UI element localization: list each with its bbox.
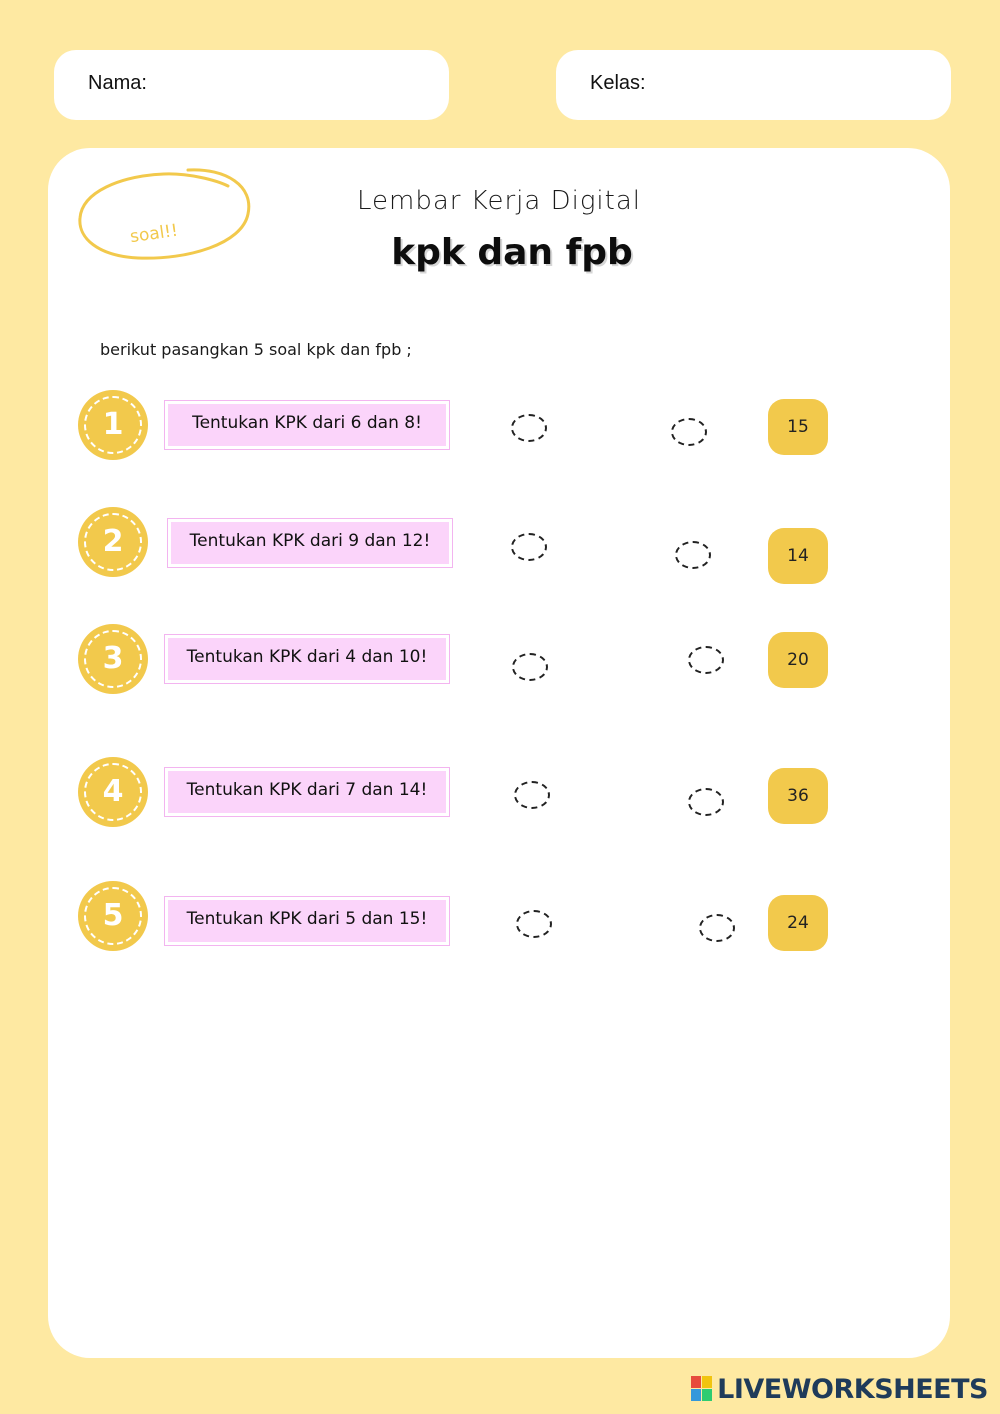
answer-option-4: 36 — [768, 768, 828, 824]
question-card-4 — [164, 767, 450, 817]
question-number-badge — [78, 624, 148, 694]
worksheet-title: kpk dan fpb — [391, 232, 633, 273]
question-card-1 — [164, 400, 450, 450]
class-label: Kelas: — [590, 72, 646, 94]
question-number-badge — [78, 757, 148, 827]
answer-option-5: 24 — [768, 895, 828, 951]
question-card-5 — [164, 896, 450, 946]
match-dot-right-1[interactable] — [671, 418, 707, 446]
match-dot-left-1[interactable] — [511, 414, 547, 442]
liveworksheets-logo-text: LIVEWORKSHEETS — [717, 1373, 988, 1405]
question-number-badge — [78, 507, 148, 577]
match-dot-left-2[interactable] — [511, 533, 547, 561]
answer-option-3: 20 — [768, 632, 828, 688]
question-number: 4 — [102, 774, 124, 809]
question-number: 5 — [102, 898, 124, 933]
answer-option-2: 14 — [768, 528, 828, 584]
question-number-badge — [78, 881, 148, 951]
match-dot-right-2[interactable] — [675, 541, 711, 569]
question-number: 1 — [102, 407, 124, 442]
question-card-2 — [167, 518, 453, 568]
question-text: Tentukan KPK dari 4 dan 10! — [186, 647, 428, 667]
match-dot-right-3[interactable] — [688, 646, 724, 674]
match-dot-left-4[interactable] — [514, 781, 550, 809]
liveworksheets-logo — [691, 1372, 988, 1406]
soal-badge-label: soal!! — [128, 220, 180, 248]
class-input[interactable] — [666, 66, 920, 104]
class-field-box — [556, 50, 951, 120]
name-label: Nama: — [88, 72, 147, 94]
answer-option-1: 15 — [768, 399, 828, 455]
match-dot-right-5[interactable] — [699, 914, 735, 942]
worksheet-card — [48, 148, 950, 1358]
match-dot-left-3[interactable] — [512, 653, 548, 681]
name-input[interactable] — [174, 66, 428, 104]
match-dot-left-5[interactable] — [516, 910, 552, 938]
question-number: 2 — [102, 524, 124, 559]
question-number: 3 — [102, 641, 124, 676]
question-card-3 — [164, 634, 450, 684]
worksheet-subtitle: Lembar Kerja Digital — [356, 186, 642, 216]
question-number-badge — [78, 390, 148, 460]
question-text: Tentukan KPK dari 7 dan 14! — [186, 780, 428, 800]
name-field-box — [54, 50, 449, 120]
question-text: Tentukan KPK dari 5 dan 15! — [186, 909, 428, 929]
liveworksheets-mark-icon — [691, 1376, 713, 1402]
question-text: Tentukan KPK dari 9 dan 12! — [189, 531, 431, 551]
instruction-text: berikut pasangkan 5 soal kpk dan fpb ; — [100, 340, 412, 359]
match-dot-right-4[interactable] — [688, 788, 724, 816]
question-text: Tentukan KPK dari 6 dan 8! — [192, 413, 422, 433]
